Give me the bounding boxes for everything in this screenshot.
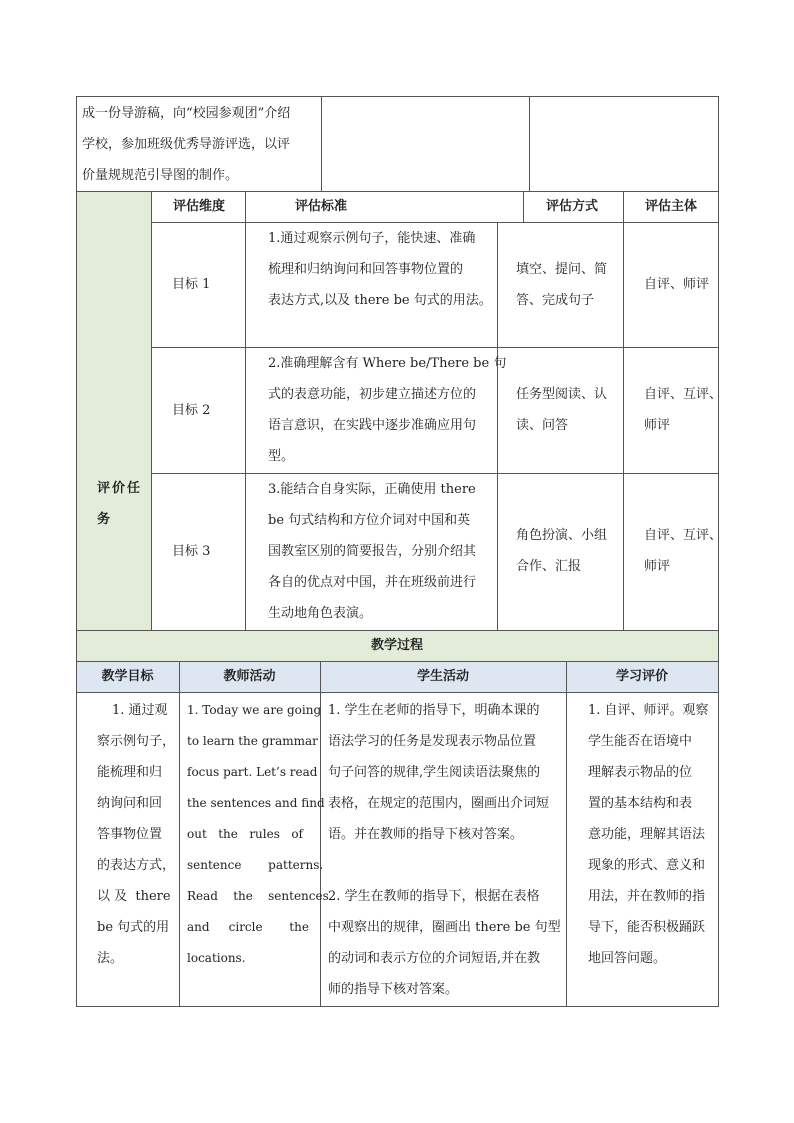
process-assessment-line: 理解表示物品的位 <box>588 765 693 780</box>
eval-header-subject: 评估主体 <box>645 199 698 214</box>
process-student-line: 的动词和表示方位的介词短语,并在教 <box>328 951 541 966</box>
eval-subject-line: 自评、师评 <box>644 277 710 292</box>
eval-method-line: 填空、提问、简 <box>516 262 608 277</box>
eval-standard-line: 型。 <box>268 449 295 464</box>
process-goal-line: be 句式的用 <box>97 920 170 935</box>
top-row-line: 学校，参加班级优秀导游评选，以评 <box>82 137 291 152</box>
process-student-line: 句子问答的规律,学生阅读语法聚焦的 <box>328 765 541 780</box>
eval-standard-line: 表达方式,以及 there be 句式的用法。 <box>268 293 492 308</box>
process-goal-line: 察示例句子， <box>97 734 176 749</box>
process-goal-line: 1. 通过观 <box>112 703 168 718</box>
eval-standard-line: 2.准确理解含有 Where be/There be 句 <box>268 356 507 371</box>
eval-standard-line: 3.能结合自身实际，正确使用 there <box>268 482 476 497</box>
eval-method-line: 答、完成句子 <box>516 293 595 308</box>
eval-method-line: 合作、汇报 <box>516 559 582 574</box>
process-teacher-line: locations. <box>187 951 246 965</box>
process-teacher-line: to learn the grammar <box>187 734 318 748</box>
process-header-assessment: 学习评价 <box>615 669 668 684</box>
process-teacher-line: 1. Today we are going <box>187 703 322 717</box>
eval-section-bg <box>76 192 151 630</box>
eval-section-label: 务 <box>97 512 111 527</box>
eval-subject-line: 师评 <box>644 418 671 433</box>
process-teacher-line: Read the sentences <box>187 889 329 903</box>
eval-standard-line: 生动地角色表演。 <box>268 606 373 621</box>
eval-header-dimension: 评估维度 <box>173 199 226 214</box>
process-teacher-line: sentence patterns. <box>187 858 324 872</box>
process-goal-line: 的表达方式， <box>97 858 176 873</box>
eval-goal: 目标 1 <box>172 277 211 292</box>
process-assessment-line: 意功能，理解其语法 <box>588 827 706 842</box>
eval-method-line: 角色扮演、小组 <box>516 528 608 543</box>
eval-standard-line: 1.通过观察示例句子，能快速、准确 <box>268 231 476 246</box>
process-student-line: 中观察出的规律，圈画出 there be 句型 <box>328 920 561 935</box>
eval-method-line: 任务型阅读、认 <box>516 387 608 402</box>
eval-standard-line: 式的表意功能，初步建立描述方位的 <box>268 387 477 402</box>
process-assessment-line: 学生能否在语境中 <box>588 734 693 749</box>
eval-standard-line: be 句式结构和方位介词对中国和英 <box>268 513 471 528</box>
process-teacher-line: and circle the <box>187 920 309 934</box>
process-assessment-line: 导下，能否积极踊跃 <box>588 920 706 935</box>
eval-header-standard: 评估标准 <box>295 199 348 214</box>
process-student-line: 师的指导下核对答案。 <box>328 982 459 997</box>
process-teacher-line: the sentences and find <box>187 796 325 810</box>
eval-section-label: 评价任 <box>97 481 143 496</box>
eval-method-line: 读、问答 <box>516 418 569 433</box>
process-goal-line: 法。 <box>97 951 124 966</box>
process-header-student: 学生活动 <box>416 669 469 684</box>
eval-subject-line: 自评、互评、 <box>644 387 723 402</box>
top-row-line: 成一份导游稿，向“校园参观团”介绍 <box>82 106 291 121</box>
eval-subject-line: 自评、互评、 <box>644 528 723 543</box>
process-header-goal: 教学目标 <box>101 669 154 684</box>
eval-goal: 目标 3 <box>172 544 211 559</box>
eval-standard-line: 语言意识，在实践中逐步准确应用句 <box>268 418 477 433</box>
eval-goal: 目标 2 <box>172 403 211 418</box>
process-student-line: 表格，在规定的范围内，圈画出介词短 <box>328 796 550 811</box>
process-assessment-line: 地回答问题。 <box>588 951 667 966</box>
process-assessment-line: 现象的形式、意义和 <box>588 858 706 873</box>
process-goal-line: 纳询问和回 <box>97 796 163 811</box>
process-goal-line: 能梳理和归 <box>97 765 163 780</box>
process-student-line: 语。并在教师的指导下核对答案。 <box>328 827 524 842</box>
process-assessment-line: 用法，并在教师的指 <box>588 889 706 904</box>
process-header-teacher: 教师活动 <box>223 669 276 684</box>
process-goal-line: 答事物位置 <box>97 827 163 842</box>
eval-standard-line: 国教室区别的简要报告，分别介绍其 <box>268 544 477 559</box>
process-student-line: 2. 学生在教师的指导下，根据在表格 <box>328 889 540 904</box>
eval-standard-line: 梳理和归纳询问和回答事物位置的 <box>268 262 464 277</box>
process-teacher-line: out the rules of <box>187 827 303 841</box>
process-student-line: 语法学习的任务是发现表示物品位置 <box>328 734 537 749</box>
eval-header-method: 评估方式 <box>546 199 599 214</box>
process-teacher-line: focus part. Let’s read <box>187 765 318 779</box>
eval-standard-line: 各自的优点对中国，并在班级前进行 <box>268 575 477 590</box>
eval-subject-line: 师评 <box>644 559 671 574</box>
process-assessment-line: 1. 自评、师评。观察 <box>588 703 709 718</box>
process-title: 教学过程 <box>370 638 423 653</box>
top-row-line: 价量规规范引导图的制作。 <box>82 168 239 183</box>
process-student-line: 1. 学生在老师的指导下，明确本课的 <box>328 703 540 718</box>
process-assessment-line: 置的基本结构和表 <box>588 796 693 811</box>
process-goal-line: 以 及 there <box>97 889 171 904</box>
